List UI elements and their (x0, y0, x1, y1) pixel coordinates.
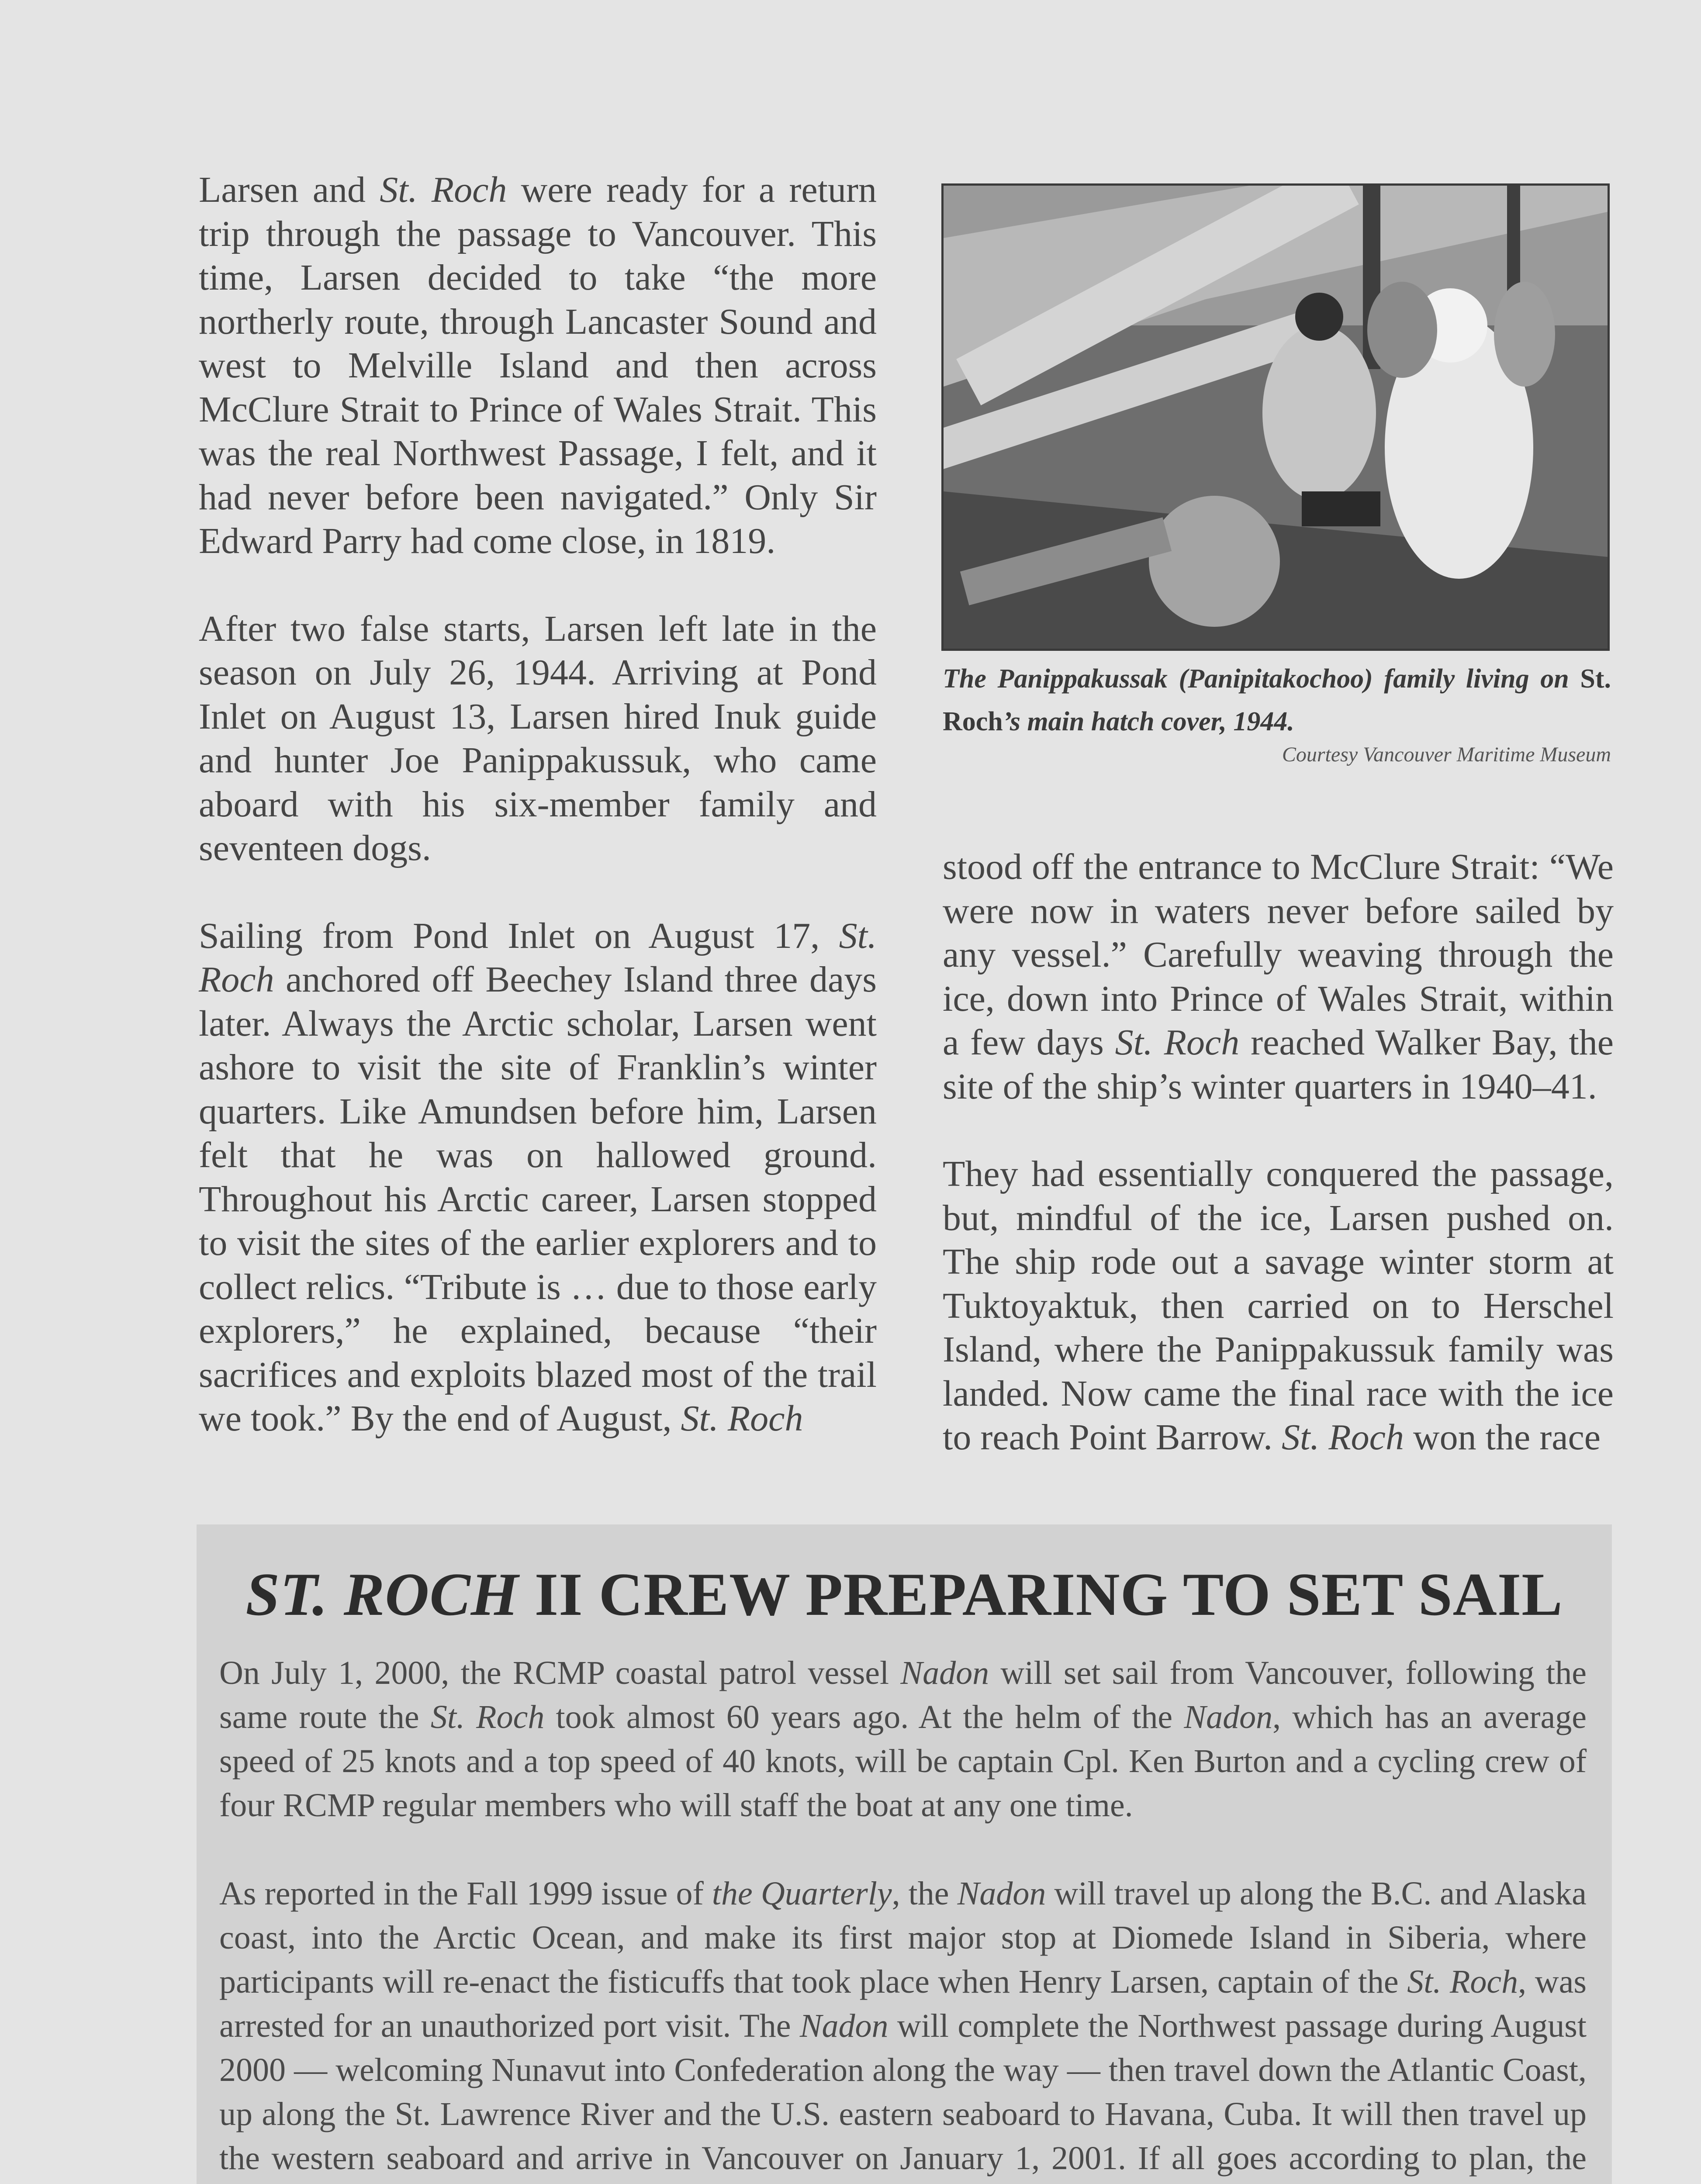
sidebar-title-rest: II CREW PREPARING TO SET SAIL (519, 1561, 1563, 1628)
italic-run: St. Roch (681, 1398, 803, 1439)
text-run: Larsen and (199, 169, 380, 210)
caption-text-end: ’s main hatch cover, 1944. (1003, 707, 1294, 736)
text-run: will set sail from Vancouver, following the same route the (219, 1655, 1587, 1735)
caption-ship-name: St. Roch (943, 664, 1611, 736)
italic-run: Nadon (799, 2008, 889, 2044)
sidebar-title (197, 1559, 1612, 1630)
left-column (199, 168, 877, 1441)
text-run: were ready for a return trip through the passage to Vancouver. This time, Larsen decided to take “the more northerly route, through Lancaster Sound and west to Melville Island and then across McClure Strait to Prince of Wales Strait. This was the real Northwest Passage, I felt, and it had never before been navigated.” Only Sir Edward Parry had come close, in 1819. (199, 169, 877, 561)
text-run: will travel up along the B.C. and Alaska coast, into the Arctic Ocean, and make its first major stop at Diomede Island in Siberia, where participants will re-enact the fisticuffs that took place when Henry Larsen, captain of the (219, 1875, 1587, 2000)
text-run: stood off the entrance to McClure Strait: “We were now in waters never before sailed by any vessel.” Carefully weaving through the ice, down into Prince of Wales Strait, within a few days (943, 847, 1614, 1063)
text-run: anchored off Beechey Island three days later. Always the Arctic scholar, Larsen went ashore to visit the site of Franklin’s winter quarters. Like Amundsen before him, Larsen felt that he was on hallowed ground. Throughout his Arctic career, Larsen stopped to visit the sites of the earlier explorers and to collect relics. “Tribute is … due to those early explorers,” he explained, because “their sacrifices and exploits blazed most of the trail we took.” By the end of August, (199, 959, 877, 1439)
caption-text: The Panippakussak (Panipitakochoo) family living on (943, 664, 1580, 694)
italic-run: St. Roch (430, 1699, 545, 1735)
sidebar-title-ship: ST. ROCH (245, 1561, 519, 1628)
italic-run: Nadon (1184, 1699, 1273, 1735)
italic-run: St. Roch (380, 169, 507, 210)
italic-run: St. Roch (1282, 1417, 1404, 1458)
text-run: , which has an average speed of 25 knots and a top speed of 40 knots, will be captain Cpl. Ken Burton and a cycling crew of four RCMP regular members who will staff the boat at any one time. (219, 1699, 1587, 1824)
right-paragraph-2 (943, 1152, 1614, 1460)
text-run: On July 1, 2000, the RCMP coastal patrol vessel (219, 1655, 901, 1691)
text-run: They had essentially conquered the passage, but, mindful of the ice, Larsen pushed on. The ship rode out a savage winter storm at Tuktoyaktuk, then carried on to Herschel Island, where the Panippakussuk family was landed. Now came the final race with the ice to reach Point Barrow. (943, 1154, 1614, 1458)
text-run: will complete the Northwest passage during August 2000 — welcoming Nunavut into Confederation along the way — then travel down the Atlantic Coast, up along the St. Lawrence River and the U.S. eastern seaboard to Havana, Cuba. It will then travel up the western seaboard and arrive in Vancouver on January 1, 2001. If all goes according to plan, the (219, 2008, 1587, 2177)
sidebar-box (197, 1524, 1612, 2184)
right-paragraph-1 (943, 845, 1614, 1109)
sidebar-paragraph-1 (219, 1651, 1587, 1828)
left-paragraph-1 (199, 168, 877, 563)
text-run: Sailing from Pond Inlet on August 17, (199, 915, 839, 956)
text-run: After two false starts, Larsen left late in the season on July 26, 1944. Arriving at Pond Inlet on August 13, Larsen hired Inuk guide and hunter Joe Panippakussuk, who came aboard with his six-member family and seventeen dogs. (199, 608, 877, 868)
italic-run: Nadon (957, 1875, 1046, 1912)
left-paragraph-2 (199, 607, 877, 871)
text-run: , the (892, 1875, 958, 1912)
text-run: took almost 60 years ago. At the helm of the (544, 1699, 1184, 1735)
photo-credit: Courtesy Vancouver Maritime Museum (1282, 743, 1611, 766)
family-photo (941, 183, 1610, 651)
text-run: , was arrested for an unauthorized port visit. The (219, 1963, 1587, 2044)
text-run: won the race (1404, 1417, 1601, 1458)
family-photo-image (944, 186, 1608, 649)
left-paragraph-3 (199, 914, 877, 1441)
italic-run: St. Roch (1115, 1022, 1240, 1063)
sidebar-paragraph-2 (219, 1872, 1587, 2184)
italic-run: St. Roch (199, 915, 877, 1000)
photo-caption (943, 657, 1611, 743)
italic-run: St. Roch (1407, 1963, 1518, 2000)
italic-run: Nadon (900, 1655, 989, 1691)
italic-run: the Quarterly (712, 1875, 892, 1912)
text-run: As reported in the Fall 1999 issue of (219, 1875, 712, 1912)
right-column (943, 845, 1614, 1460)
text-run: reached Walker Bay, the site of the ship’s winter quarters in 1940–41. (943, 1022, 1614, 1107)
sidebar-body (219, 1651, 1587, 2184)
